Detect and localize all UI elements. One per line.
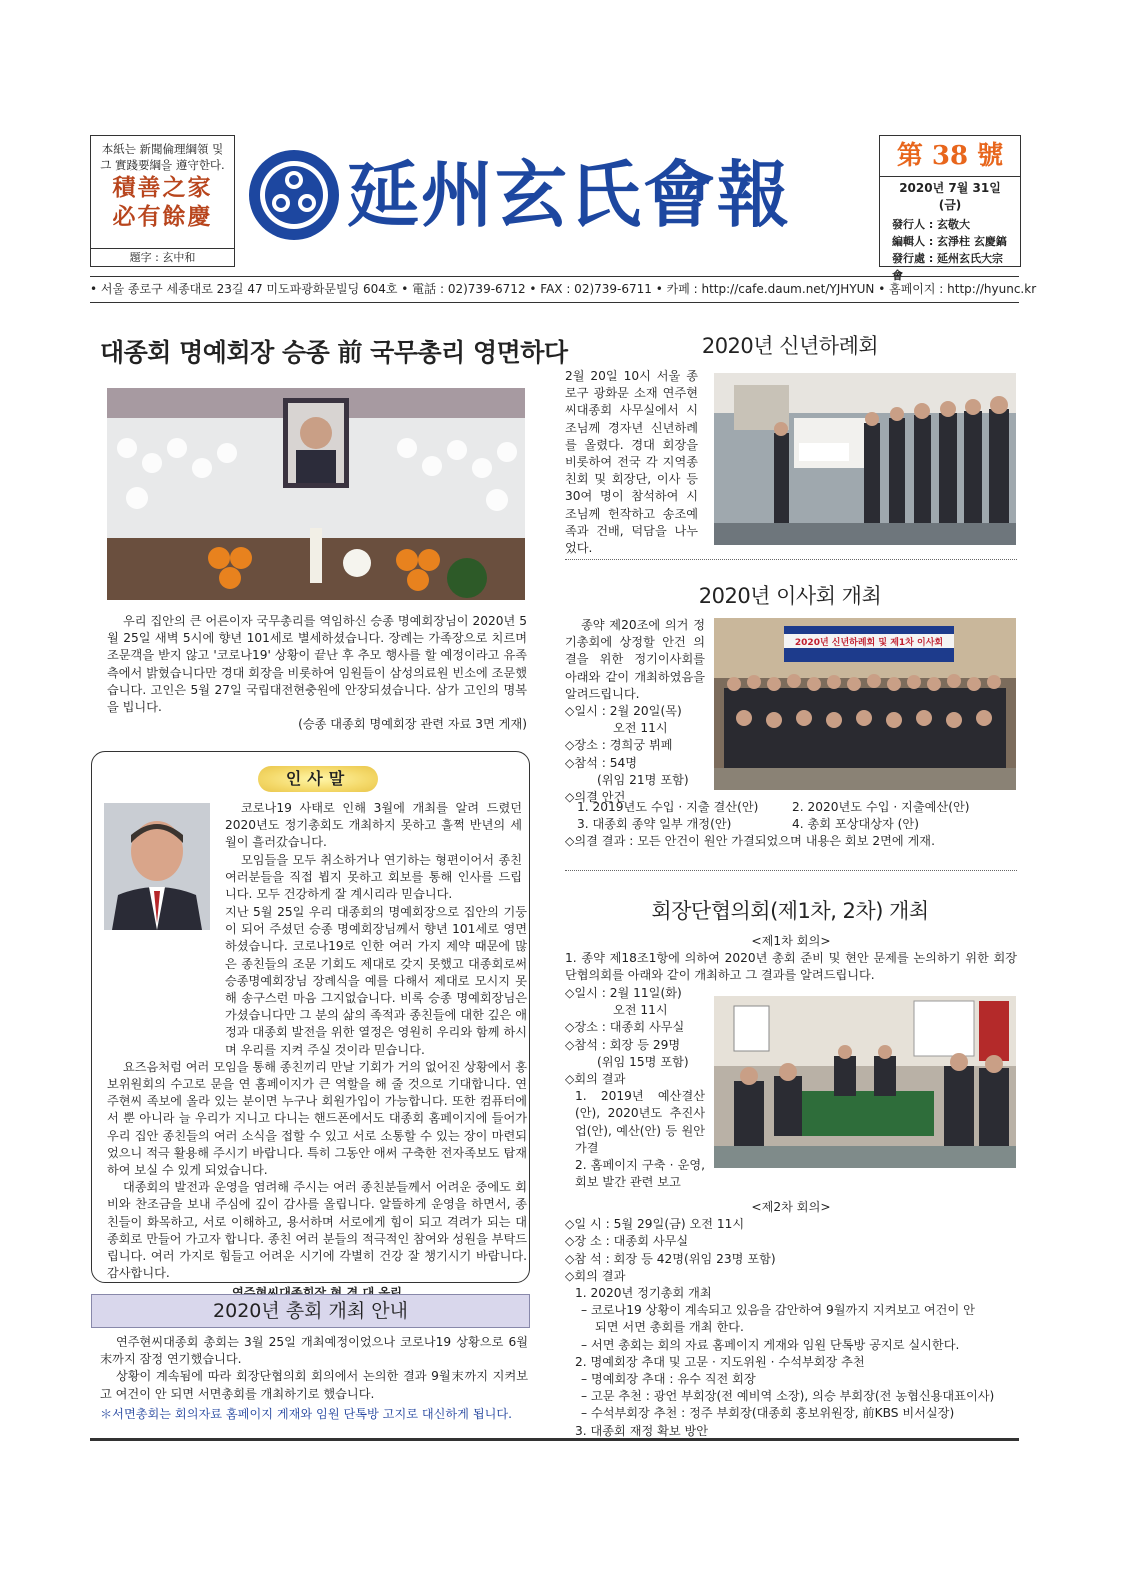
ethics-notice: 本紙는 新聞倫理綱領 및 그 實踐要綱을 遵守한다. — [100, 142, 225, 172]
general-meeting-body — [100, 1334, 528, 1423]
lead-paragraph: 우리 집안의 큰 어른이자 국무총리를 역임하신 승종 명예회장님이 2020년 5월 25일 새벽 5시에 향년 101세로 별세하셨습니다. 장례는 가족장으로 치르며 조문객을 받지 않고 '코로나19' 상황이 끝난 후 추모 행사를 할 예정이라고 유족 측에서 밝혔습니다만 경대 회장을 비롯하여 임원들이 삼성의료원 빈소에 조문했습니다. 고인은 5월 27일 국립대전현충원에 안장되셨습니다. 삼가 고인의 명복을 빕니다. — [107, 614, 527, 715]
memorial-altar-photo — [107, 388, 525, 600]
masthead-left-box — [90, 135, 235, 267]
council-second-line-6: – 코로나19 상황이 계속되고 있음을 감안하여 9월까지 지켜보고 여건이 안 — [581, 1303, 975, 1318]
general-meeting-paragraph-1: 연주현씨대종회 총회는 3월 25일 개최예정이었으나 코로나19 상황으로 6월末까지 잠정 연기했습니다. — [100, 1335, 528, 1367]
council-first-result-title: ◇회의 결과 — [565, 1072, 626, 1087]
issue-number: 第 38 號 — [880, 136, 1020, 177]
board-place: ◇장소 : 경희궁 뷔페 — [565, 738, 673, 753]
council-second-line-5: 1. 2020년 정기총회 개최 — [575, 1286, 712, 1301]
newspaper-title: 延州玄氏會報 — [347, 152, 792, 237]
council-second-block — [565, 1199, 1017, 1440]
general-meeting-title: 2020년 총회 개최 안내 — [91, 1294, 530, 1328]
general-meeting-footnote: ＊서면총회는 회의자료 홈페이지 게재와 임원 단톡방 고지로 대신하게 됩니다. — [100, 1406, 513, 1421]
board-proxy: (위임 21명 포함) — [597, 772, 689, 787]
masthead-right-box — [879, 135, 1021, 282]
editor: 編輯人 : 玄淨柱 玄慶鎬 — [892, 235, 1007, 248]
council-second-line-2: ◇장 소 : 대종회 사무실 — [565, 1234, 689, 1249]
motto-line-1: 積善之家 — [112, 174, 213, 201]
greeting-badge: 인사말 — [258, 766, 378, 792]
board-result: ◇의결 결과 : 모든 안건이 원안 가결되었으며 내용은 회보 2면에 게재. — [565, 834, 935, 849]
council-second-line-10: – 명예회장 추대 : 유수 직전 회장 — [581, 1372, 756, 1387]
lead-headline: 대종회 명예회장 승종 前 국무총리 영면하다 — [100, 338, 568, 367]
council-title: 회장단협의회(제1차, 2차) 개최 — [651, 899, 929, 923]
greeting-main-text — [107, 904, 527, 1303]
greeting-paragraph-5: 대종회의 발전과 운영을 염려해 주시는 여러 종친분들께서 어려운 중에도 회비와 찬조금을 보내 주심에 깊이 감사를 올립니다. 알뜰하게 운영을 하면서, 종친들이 화목하고, 서로 이해하고, 용서하며 서로에게 힘이 되고 격려가 되는 대종회로 만들어 가고자 합니다. 종친 여러 분들의 적극적인 참여와 성원을 부탁드립니다. 여러 가지로 힘들고 어려운 시기에 각별히 건강 잘 챙기시기 바랍니다. 감사합니다. — [107, 1180, 527, 1281]
board-details — [565, 617, 705, 806]
council-first-time: 오전 11시 — [613, 1003, 668, 1018]
lead-body — [107, 613, 527, 733]
council-first-intro: 1. 종약 제18조1항에 의하여 2020년 총회 준비 및 현안 문제를 논의하기 위한 회장단협의회를 아래와 같이 개최하고 그 결과를 알려드립니다. — [565, 951, 1017, 983]
board-agenda-3: 3. 대종회 종약 일부 개정(안) — [577, 817, 732, 832]
address-bar: • 서울 종로구 세종대로 23길 47 미도파광화문빌딩 604호 • 電話 : 02)739-6712 • FAX : 02)739-6711 • 카페 : http://cafe.daum.net/YJHYUN • 홈페이지 : http://hyunc.kr — [90, 276, 1019, 303]
board-agenda — [565, 799, 1015, 851]
board-intro: 종약 제20조에 의거 정기총회에 상정할 안건 의결을 위한 정기이사회를 아래와 같이 개최하였음을 알려드립니다. — [565, 618, 705, 701]
board-agenda-4: 4. 총회 포상대상자 (안) — [792, 817, 919, 832]
board-agenda-title: ◇의결 안건 — [565, 790, 626, 805]
lead-note: (승종 대종회 명예회장 관련 자료 3면 게재) — [298, 717, 527, 732]
council-first-attendance: ◇참석 : 회장 등 29명 — [565, 1037, 681, 1052]
council-first-place: ◇장소 : 대종회 사무실 — [565, 1020, 685, 1035]
issue-date: 2020년 7월 31일 (금) — [899, 181, 1001, 212]
council-second-line-3: ◇참 석 : 회장 등 42명(위임 23명 포함) — [565, 1251, 776, 1266]
greeting-paragraph-3: 지난 5월 25일 우리 대종회의 명예회장으로 집안의 기둥이 되어 주셨던 승종 명예회장님께서 향년 101세로 영면하셨습니다. 코로나19로 인한 여러 가지 제약 때문에 많은 종친들의 조문 기회도 제대로 갖지 못했고 대종회로써 승종명예회장님 장례식을 예를 다해서 제대로 모시지 못해 송구스런 마음 그지없습니다. 비록 승종 명예회장님은 가셨습니다만 그 분의 삶의 족적과 종친들에 대한 깊은 애정과 대종회 발전을 위한 열정은 영원히 우리와 함께 하시며 우리를 지켜 주실 것이라 믿습니다. — [225, 905, 527, 1057]
board-title: 2020년 이사회 개최 — [698, 584, 882, 608]
council-first-proxy: (위임 15명 포함) — [597, 1054, 689, 1069]
council-second-line-8: – 서면 총회는 회의 자료 홈페이지 게재와 임원 단톡방 공지로 실시한다. — [581, 1337, 960, 1352]
bottom-rule — [90, 1438, 1019, 1441]
section-divider-1 — [565, 559, 1017, 560]
council-first-result-2: 2. 홈페이지 구축 · 운영, 회보 발간 관련 보고 — [575, 1158, 705, 1190]
publishing-office: 發行處 : 延州玄氏大宗會 — [892, 252, 1004, 282]
council-first-date: ◇일시 : 2월 11일(화) — [565, 986, 682, 1000]
board-agenda-2: 2. 2020년도 수입 · 지출예산(안) — [792, 800, 970, 814]
board-group-photo — [714, 618, 1016, 790]
council-first-details — [565, 985, 705, 1191]
council-first-result-1: 1. 2019년 예산결산(안), 2020년도 추진사업(안), 예산(안) 등 원안 가결 — [575, 1089, 705, 1155]
greeting-paragraph-1: 코로나19 사태로 인해 3월에 개최를 알려 드렸던 2020년도 정기총회도 개최하지 못하고 훌쩍 반년의 세월이 흘러갔습니다. — [225, 801, 522, 850]
board-date: ◇일시 : 2월 20일(목) — [565, 704, 682, 719]
publisher: 發行人 : 玄敬大 — [892, 218, 971, 231]
calligraphy-credit: 題字 : 玄中和 — [91, 248, 234, 266]
general-meeting-paragraph-2: 상황이 계속됨에 따라 회장단협의회 회의에서 논의한 결과 9월末까지 지켜보고 여건이 안 되면 서면총회를 개최하기로 했습니다. — [100, 1369, 528, 1401]
council-meeting-photo — [714, 996, 1016, 1168]
newyear-ceremony-photo — [714, 373, 1016, 545]
board-banner-text: 2020년 신년하례회 및 제1차 이사회 — [794, 638, 944, 648]
section-divider-2 — [565, 870, 1017, 871]
council-second-title: <제2차 회의> — [751, 1200, 831, 1214]
council-second-line-13: 3. 대종회 재정 확보 방안 — [575, 1423, 709, 1438]
council-second-line-1: ◇일 시 : 5월 29일(금) 오전 11시 — [565, 1217, 745, 1232]
council-first-title: <제1차 회의> — [751, 934, 831, 948]
motto-line-2: 必有餘慶 — [112, 203, 213, 230]
council-first-intro-block — [565, 933, 1017, 985]
clan-logo-icon — [247, 148, 341, 242]
council-second-line-12: – 수석부회장 추천 : 정주 부회장(대종회 홍보위원장, 前KBS 비서실장) — [581, 1406, 955, 1421]
greeting-paragraph-4: 요즈음처럼 여러 모임을 통해 종친끼리 만날 기회가 거의 없어진 상황에서 홍보위원회의 수고로 문을 연 홈페이지가 큰 역할을 해 줄 것으로 기대합니다. 연주현씨 족보에 올라 있는 분이면 누구나 회원가입이 가능합니다. 또한 컴퓨터에서 뿐 아니라 늘 우리가 지니고 다니는 핸드폰에서도 대종회 홈페이지에 들어가 우리 집안 종친들의 여러 소식을 접할 수 있고 서로 소통할 수 있는 장이 마련되었으니 적극 활용해 주시기 바랍니다. 특히 그동안 애써 구축한 전자족보도 탑재하여 보실 수 있게 되었습니다. — [107, 1059, 527, 1178]
council-second-line-9: 2. 명예회장 추대 및 고문 · 지도위원 · 수석부회장 추천 — [575, 1354, 865, 1369]
board-agenda-1: 1. 2019년도 수입 · 지출 결산(안) — [577, 800, 759, 814]
greeting-paragraph-2: 모임들을 모두 취소하거나 연기하는 형편이어서 종친 여러분들을 직접 뵙지 못하고 회보를 통해 인사를 드립니다. 모두 건강하게 잘 계시리라 믿습니다. — [225, 852, 522, 902]
council-second-line-11: – 고문 추천 : 광언 부회장(전 예비역 소장), 의승 부회장(전 농협신용대표이사) — [581, 1389, 995, 1404]
newyear-title: 2020년 신년하례회 — [701, 334, 879, 358]
council-second-line-7: 되면 서면 총회를 개최 한다. — [595, 1320, 744, 1335]
greeting-top-text — [225, 800, 522, 903]
board-attendance: ◇참석 : 54명 — [565, 755, 638, 770]
newyear-body: 2월 20일 10시 서울 종로구 광화문 소재 연주현씨대종회 사무실에서 시조님께 경자년 신년하례를 올렸다. 경대 회장을 비롯하여 전국 각 지역종친회 및 회장단, 이사 등 30여 명이 참석하여 시조님께 헌작하고 송조예족과 건배, 덕담을 나누었다. — [565, 369, 698, 556]
council-second-line-4: ◇회의 결과 — [565, 1268, 626, 1283]
board-time: 오전 11시 — [613, 721, 668, 736]
